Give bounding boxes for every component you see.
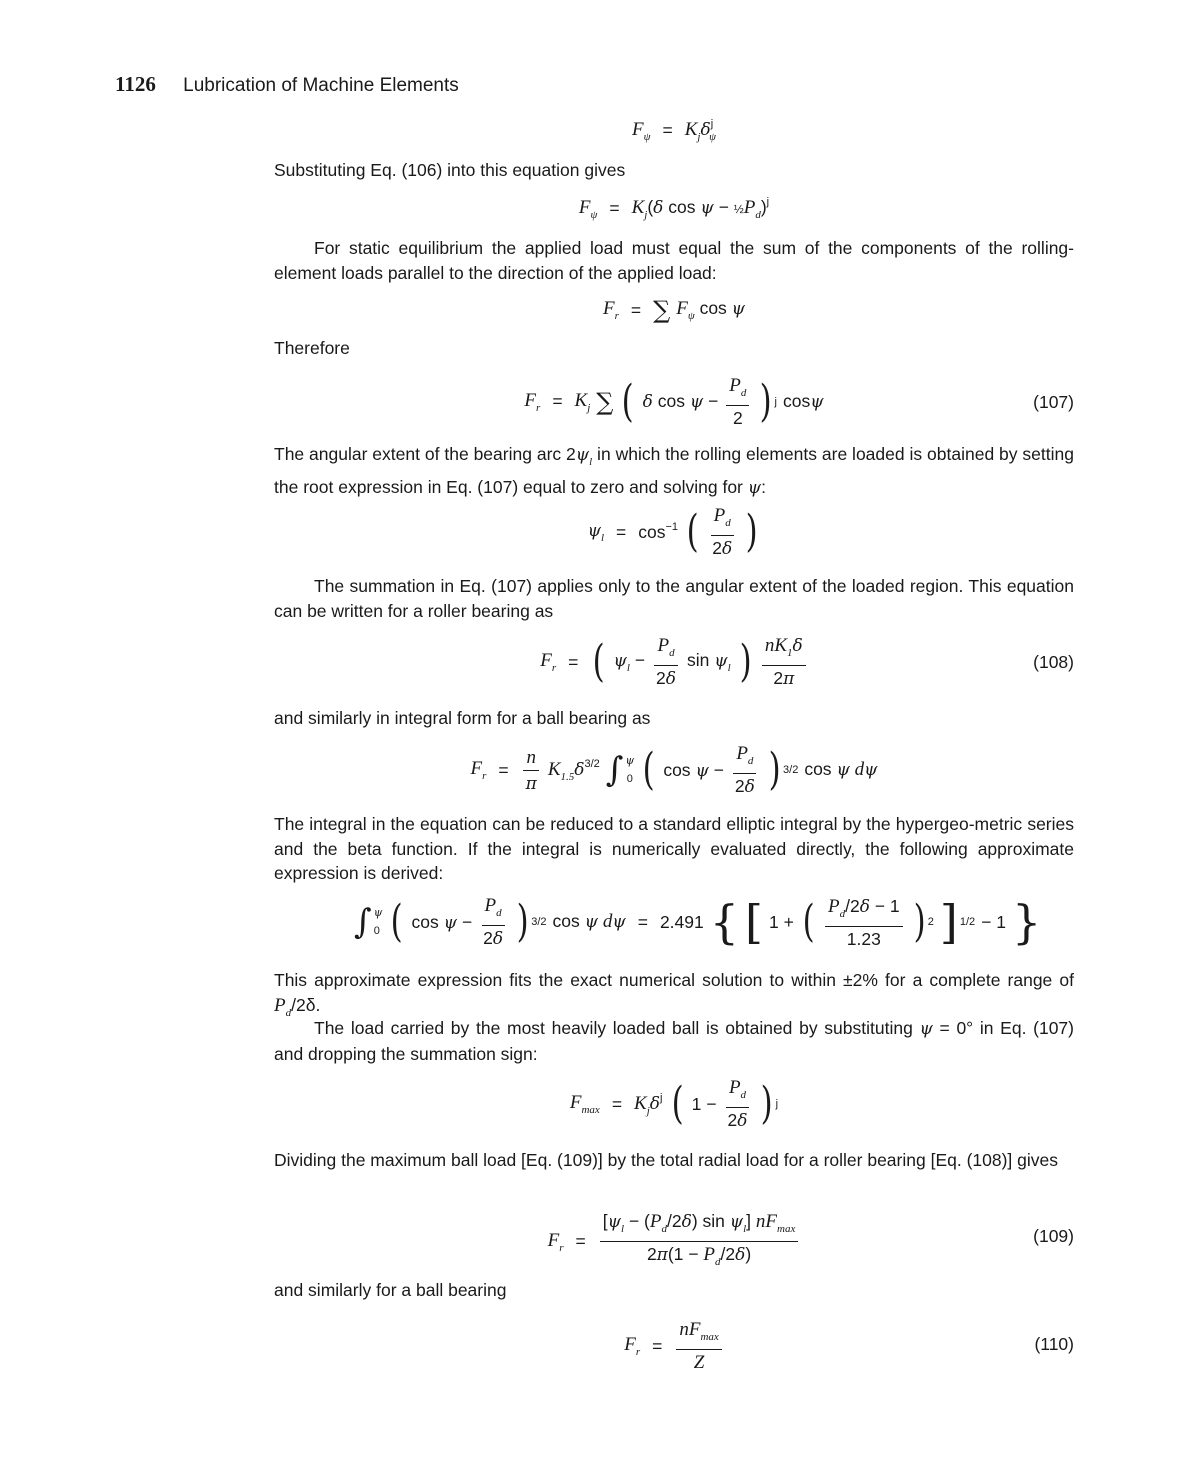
paragraph-summation: The summation in Eq. (107) applies only to the angular extent of the loaded region. This equation can be written for a roller bearing as (274, 576, 1074, 621)
equation-angular-limit: $\psi_l$ = $\cos^{-1}$ ( $\frac{P_d}{2\delta}$ ) (587, 505, 758, 559)
equation-number-108: (108) (1033, 652, 1074, 672)
running-header (115, 72, 459, 97)
paragraph-angular-extent: The angular extent of the bearing arc $2\psi_l$ in which the rolling elements are loaded is obtained by setting the root expression in Eq. (107) equal to zero and solving for ψ: (274, 444, 1074, 498)
paragraph-integral-reduced: The integral in the equation can be reduced to a standard elliptic integral by the hypergeo-metric series and the beta function. If the integral is numerically evaluated directly, the following approximate expression is derived: (274, 814, 1074, 883)
equation-107: $F_r$ = $K_j$ ∑ ( δ cos ψ − $\frac{P_d}{2}$ ) j cosψ (107) (524, 375, 1074, 428)
equation-110: $F_r$ = $\frac{nF_{max}}{Z}$ (110) (624, 1319, 1074, 1373)
paragraph-static-equilibrium: For static equilibrium the applied load must equal the sum of the components of the rolling-element loads parallel to the direction of the applied load: (274, 238, 1074, 283)
paragraph-load-carried: The load carried by the most heavily loaded ball is obtained by substituting ψ = 0° in Eq. (107) and dropping the summation sign: (274, 1018, 1074, 1064)
equation-substituted: $F_\psi$ = $K_j(\delta$ $\cos \psi - \frac{1}{2}P_d)^j$ (578, 196, 770, 221)
equation-approximation: ∫ ψ 0 ( cos ψ − $\frac{P_d}{2\delta}$ ) 3/2 cos ψ dψ = 2.491 { [ 1 + ( $\frac{P_d/2\delta - 1}{1.23}$ ) 2 ] 1/2 − 1 } (354, 895, 1042, 949)
equation-fmax: $F_{max}$ = $K_j\delta^j$ ( 1 − $\frac{P_d}{2\delta}$ ) j (569, 1077, 779, 1131)
approx-coefficient: 2.491 (659, 911, 704, 932)
page-number: 1126 (115, 72, 156, 96)
approx-denominator: 1.23 (846, 928, 881, 949)
paragraph-therefore: Therefore (274, 338, 350, 358)
equation-109: $F_r$ = $\frac{[\psi_l - (P_d/2\delta) \sin \psi_l] nF_{max}}{2\pi(1 - P_d/2\delta)}$ (109) (547, 1211, 1074, 1268)
paragraph-integral-form: and similarly in integral form for a ball bearing as (274, 708, 651, 728)
equation-number-109: (109) (1033, 1226, 1074, 1246)
equation-equilibrium-sum: $F_r$ = ∑ $F_\psi$ cos ψ (602, 296, 746, 324)
equation-load-deflection: $F_\psi$ = $K_j\delta^j_\psi$ (632, 118, 716, 143)
paragraph-approx-fit: This approximate expression fits the exact numerical solution to within ±2% for a complete range of $P_d/2\delta$. (274, 970, 1074, 1019)
equation-108: $F_r$ = ( $\psi_l$ − $\frac{P_d}{2\delta}$ $\sin \psi_l$ ) $\frac{nK_1\delta}{2\pi}$ (108) (540, 635, 1074, 689)
paragraph-dividing: Dividing the maximum ball load [Eq. (109)] by the total radial load for a roller bearing [Eq. (108)] gives (274, 1150, 1059, 1170)
running-title: Lubrication of Machine Elements (183, 75, 459, 96)
paragraph-ball-bearing: and similarly for a ball bearing (274, 1280, 507, 1300)
equation-ball-integral: $F_r$ = $\frac{n}{\pi}$ $K_{1.5}\delta^{3/2}$ ∫ ψ 0 ( cos ψ − $\frac{P_d}{2\delta}$ ) 3/2 cos ψ dψ (470, 743, 878, 797)
paragraph-substituting: Substituting Eq. (106) into this equation gives (274, 160, 626, 180)
equation-number-110: (110) (1034, 1334, 1074, 1354)
equation-number-107: (107) (1033, 392, 1074, 412)
